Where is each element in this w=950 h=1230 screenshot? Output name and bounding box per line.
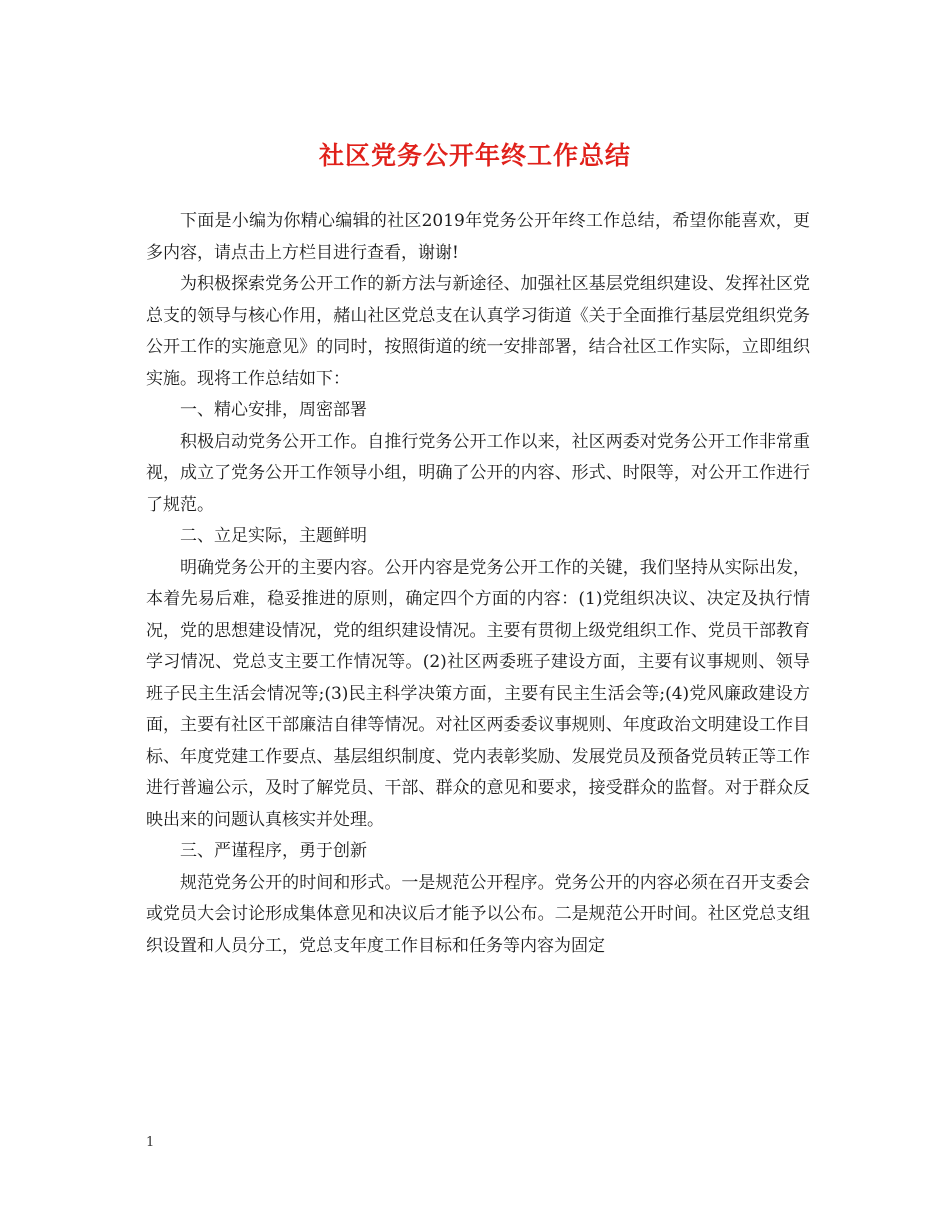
page-number: 1 bbox=[146, 1135, 155, 1150]
paragraph-section-1: 积极启动党务公开工作。自推行党务公开工作以来，社区两委对党务公开工作非常重视，成立了党务公开工作领导小组，明确了公开的内容、形式、时限等，对公开工作进行了规范。 bbox=[146, 431, 810, 515]
paragraph-intro: 下面是小编为你精心编辑的社区2019年党务公开年终工作总结，希望你能喜欢，更多内容，请点击上方栏目进行查看，谢谢! bbox=[146, 211, 810, 263]
document-title: 社区党务公开年终工作总结 bbox=[318, 141, 631, 170]
paragraph-background: 为积极探索党务公开工作的新方法与新途径、加强社区基层党组织建设、发挥社区党总支的领导与核心作用，赭山社区党总支在认真学习街道《关于全面推行基层党组织党务公开工作的实施意见》的同时，按照街道的统一安排部署，结合社区工作实际，立即组织实施。现将工作总结如下： bbox=[146, 274, 810, 389]
section-heading-1: 一、精心安排，周密部署 bbox=[180, 400, 367, 420]
section-heading-2: 二、立足实际，主题鲜明 bbox=[180, 526, 367, 546]
section-heading-3: 三、严谨程序，勇于创新 bbox=[180, 841, 367, 861]
document-body bbox=[146, 206, 810, 962]
paragraph-section-2: 明确党务公开的主要内容。公开内容是党务公开工作的关键，我们坚持从实际出发，本着先易后难，稳妥推进的原则，确定四个方面的内容：(1)党组织决议、决定及执行情况，党的思想建设情况，党的组织建设情况。主要有贯彻上级党组织工作、党员干部教育学习情况、党总支主要工作情况等。(2)社区两委班子建设方面，主要有议事规则、领导班子民主生活会情况等;(3)民主科学决策方面，主要有民主生活会等;(4)党风廉政建设方面，主要有社区干部廉洁自律等情况。对社区两委委议事规则、年度政治文明建设工作目标、年度党建工作要点、基层组织制度、党内表彰奖励、发展党员及预备党员转正等工作进行普遍公示，及时了解党员、干部、群众的意见和要求，接受群众的监督。对于群众反映出来的问题认真核实并处理。 bbox=[146, 557, 810, 830]
paragraph-section-3: 规范党务公开的时间和形式。一是规范公开程序。党务公开的内容必须在召开支委会或党员大会讨论形成集体意见和决议后才能予以公布。二是规范公开时间。社区党总支组织设置和人员分工，党总支年度工作目标和任务等内容为固定 bbox=[146, 872, 810, 956]
